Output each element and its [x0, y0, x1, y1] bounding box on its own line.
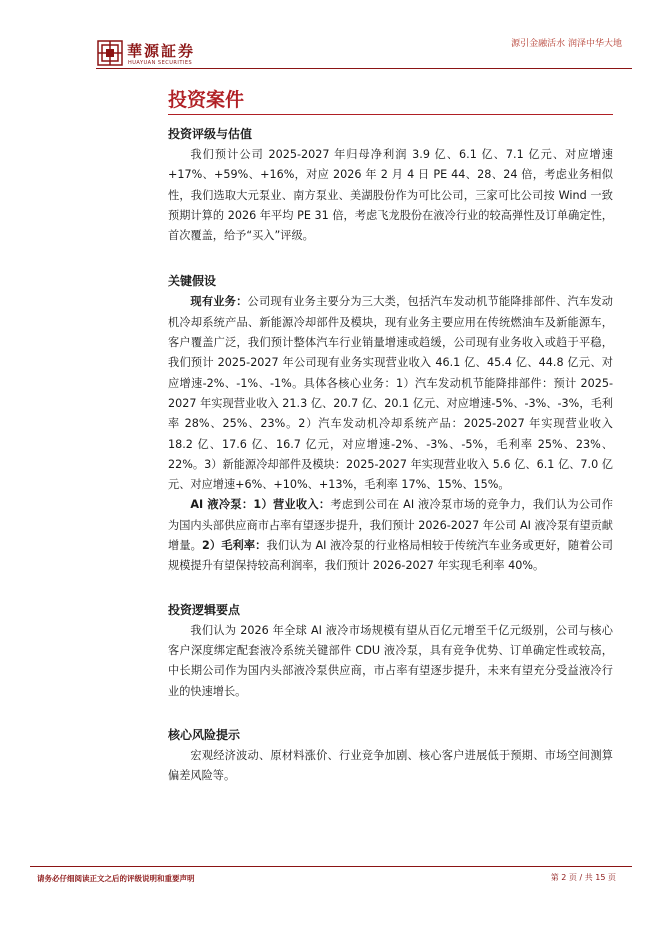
brand-logo [97, 40, 217, 70]
header-slogan: 源引金融活水 润泽中华大地 [511, 39, 622, 49]
ai-pump-paragraph [168, 495, 613, 576]
risks-paragraph: 宏观经济波动、原材料涨价、行业竞争加剧、核心客户进展低于预期、市场空间测算偏差风险等。 [168, 748, 613, 783]
page-header [0, 0, 662, 70]
footer-divider [30, 866, 632, 867]
brand-name-cn: 華源証券 [127, 42, 196, 60]
section-title-underline [168, 114, 613, 115]
rating-heading: 投资评级与估值 [168, 127, 253, 141]
ai-pump-revenue-text: 考虑到公司在 AI 液冷泵市场的竞争力，我们认为公司作为国内头部供应商市占率有望逐步提升，我们预计 2026-2027 年公司 AI 液冷泵有望贡献增量。 [168, 498, 613, 553]
existing-business-text: 公司现有业务主要分为三大类，包括汽车发动机节能降排部件、汽车发动机冷却系统产品、新能源冷却部件及模块，现有业务主要应用在传统燃油车及新能源车，客户覆盖广泛，我们预计整体汽车行业销量增速或趋缓，公司现有业务收入或趋于平稳，我们预计 2025-2027 年公司现有业务实现营业收入 46.1 亿、45.4 亿、44.8 亿元、对应增速-2%、-1%、-1%。具体各核心业务：1）汽车发动机节能降排部件：预计 2025-2027 年实现营业收入 21.3 亿、20.7 亿、20.1 亿元、对应增速-5%、-3%、-3%，毛利率 28%、25%、23%。2）汽车发动机冷却系统产品：2025-2027 年实现营业收入 18.2 亿、17.6 亿、16.7 亿元，对应增速-2%、-3%、-5%，毛利率 25%、23%、22%。3）新能源冷却部件及模块：2025-2027 年实现营业收入 5.6 亿、6.1 亿、7.0 亿元、对应增速+6%、+10%、+13%，毛利率 17%、15%、15%。 [168, 295, 613, 492]
header-divider [96, 68, 632, 69]
existing-business-label: 现有业务： [190, 295, 248, 309]
existing-business-paragraph [168, 292, 613, 495]
brand-emblem-icon [97, 40, 123, 66]
ai-pump-label: AI 液冷泵： [190, 498, 254, 512]
brand-name-en: HUAYUAN SECURITIES [128, 60, 193, 66]
risks-heading: 核心风险提示 [168, 727, 241, 742]
rating-paragraph: 我们预计公司 2025-2027 年归母净利润 3.9 亿、6.1 亿、7.1 亿元、对应增速+17%、+59%、+16%，对应 2026 年 2 月 4 日 PE 44、28、24 倍，考虑业务相似性，我们选取大元泵业、南方泵业、美湖股份作为可比公司，三家可比公司按 Wind 一致预期计算的 2026 年平均 PE 31 倍，考虑飞龙股份在液冷行业的较高弹性及订单确定性，首次覆盖，给予“买入”评级。 [168, 148, 613, 243]
logic-heading: 投资逻辑要点 [168, 602, 241, 617]
assumptions-heading: 关键假设 [168, 274, 217, 289]
ai-pump-margin-label: 2）毛利率： [201, 539, 267, 553]
report-body [168, 86, 613, 786]
ai-pump-revenue-label: 1）营业收入： [253, 498, 331, 512]
logic-paragraph: 我们认为 2026 年全球 AI 液冷市场规模有望从百亿元增至千亿元级别，公司与核心客户深度绑定配套液冷系统关键部件 CDU 液冷泵，具有竞争优势、订单确定性或较高，中长期公司作为国内头部液冷泵供应商，市占率有望逐步提升，未来有望充分受益液冷行业的快速增长。 [168, 623, 613, 698]
ai-pump-margin-text: 我们认为 AI 液冷泵的行业格局相较于传统汽车业务或更好，随着公司规模提升有望保持较高利润率，我们预计 2026-2027 年实现毛利率 40%。 [168, 539, 613, 573]
section-title: 投资案件 [168, 89, 245, 111]
page-number: 第 2 页 / 共 15 页 [550, 873, 616, 882]
footer-disclaimer: 请务必仔细阅读正文之后的评级说明和重要声明 [37, 874, 195, 883]
